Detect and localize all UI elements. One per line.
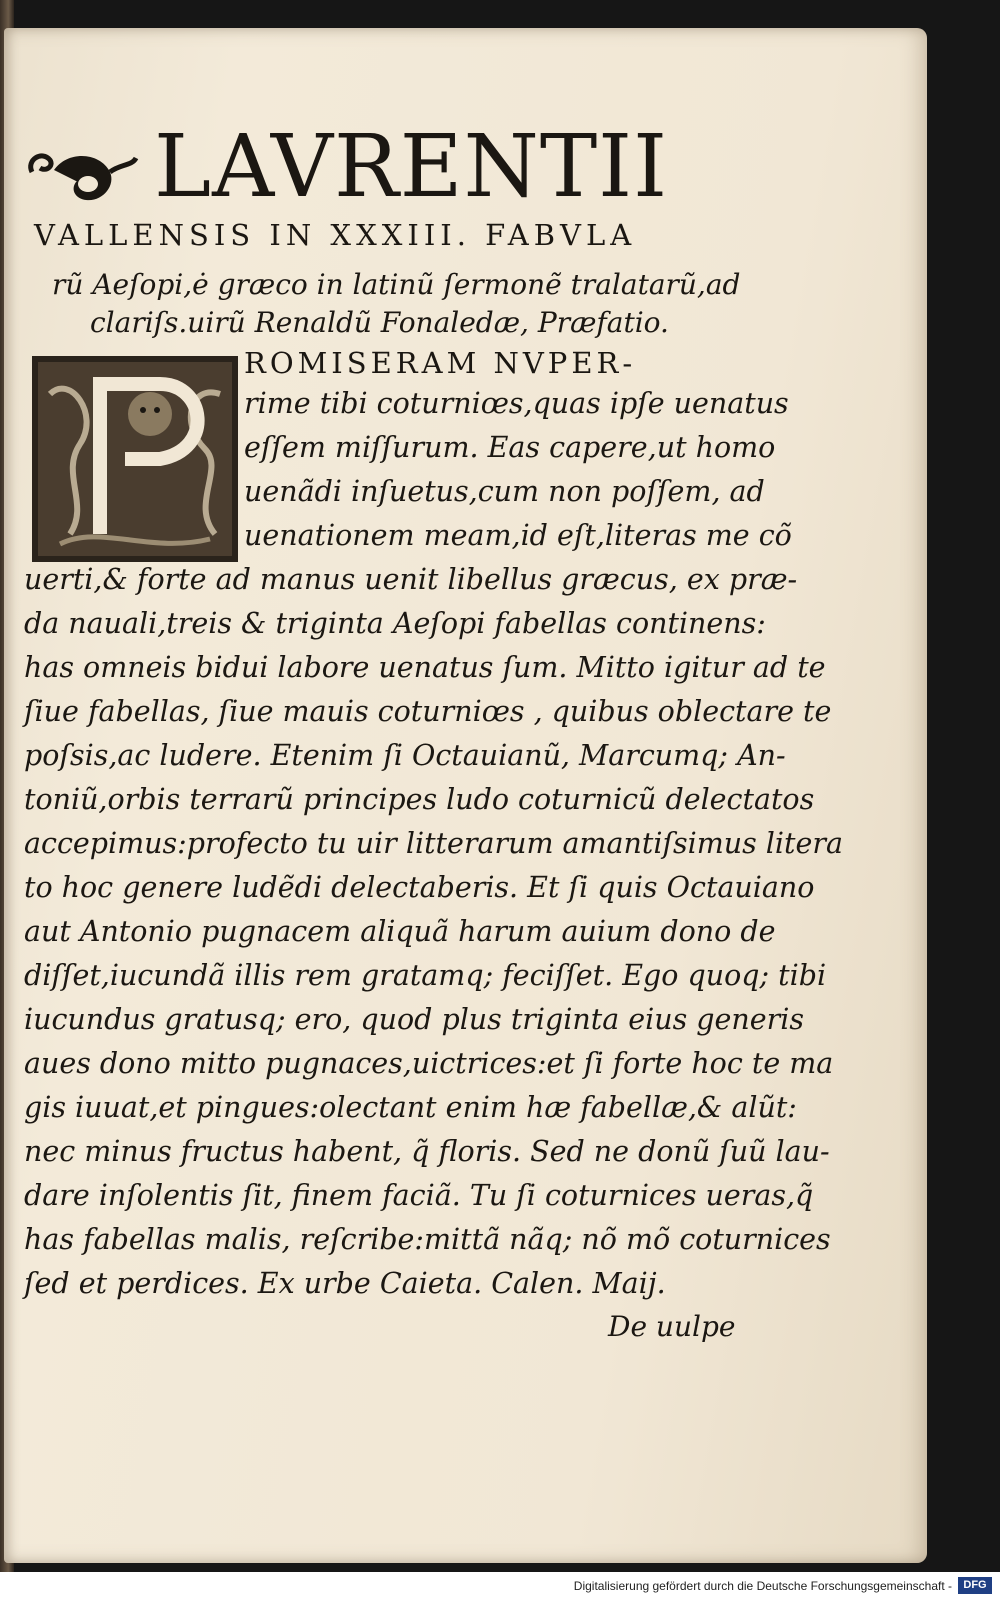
body-line: aut Antonio pugnacem aliquã harum auium dono de xyxy=(24,915,776,948)
body-line: has omneis bidui labore uenatus ſum. Mitto igitur ad te xyxy=(24,651,826,684)
subtitle-line-2: clariſs.uirũ Renaldũ Fonaledæ, Præfatio. xyxy=(90,306,669,339)
title-line-2: VALLENSIS IN XXXIII. FABVLA xyxy=(34,218,637,252)
body-line: to hoc genere ludẽdi delectaberis. Et ſi quis Octauiano xyxy=(24,871,815,904)
footer-bar xyxy=(0,1572,1000,1598)
body-line: dare inſolentis ſit, finem faciã. Tu ſi coturnices ueras,q̃ xyxy=(24,1179,814,1212)
subtitle-line-1: rũ Aeſopi,ė græco in latinũ ſermonẽ tralatarũ,ad xyxy=(52,268,741,301)
body-line: toniũ,orbis terrarũ principes ludo coturnicũ delectatos xyxy=(24,783,815,816)
body-line: ſed et perdices. Ex urbe Caieta. Calen. Maij. xyxy=(24,1267,666,1300)
body-line: accepimus:profecto tu uir litterarum amantiſsimus litera xyxy=(24,827,843,860)
body-line: poſsis,ac ludere. Etenim ſi Octauianũ, Marcumq; An- xyxy=(24,739,786,772)
body-line: rime tibi coturniœs,quas ipſe uenatus xyxy=(244,387,789,420)
initial-letter: P xyxy=(134,554,136,555)
dfg-logo[interactable]: DFG xyxy=(958,1577,992,1594)
body-line: uerti,& forte ad manus uenit libellus græcus, ex præ- xyxy=(24,563,798,596)
book-page xyxy=(4,28,927,1563)
body-line: iucundus gratusq; ero, quod plus triginta eius generis xyxy=(24,1003,804,1036)
fleuron-ornament-icon xyxy=(24,142,142,212)
body-line: uenãdi inſuetus,cum non poſſem, ad xyxy=(244,475,765,508)
body-line: da nauali,treis & triginta Aeſopi fabellas continens: xyxy=(24,607,766,640)
body-line: diſſet,iucundã illis rem gratamq; feciſſet. Ego quoq; tibi xyxy=(24,959,827,992)
body-line: uenationem meam,id eſt,literas me cõ xyxy=(244,519,792,552)
body-line: gis iuuat,et pingues:olectant enim hæ fabellæ,& alũt: xyxy=(24,1091,797,1124)
decorated-initial xyxy=(30,354,240,564)
funding-credit: Digitalisierung gefördert durch die Deutsche Forschungsgemeinschaft - xyxy=(573,1579,952,1593)
body-line: eſſem miſſurum. Eas capere,ut homo xyxy=(244,431,776,464)
body-line: ROMISERAM NVPER- xyxy=(244,346,637,380)
body-line: nec minus fructus habent, q̃ floris. Sed ne donũ ſuũ lau- xyxy=(24,1135,830,1168)
body-line: aues dono mitto pugnaces,uictrices:et ſi forte hoc te ma xyxy=(24,1047,834,1080)
title-line-1: LAVRENTII xyxy=(154,117,669,217)
body-line: has fabellas malis, reſcribe:mittã nãq; nõ mõ coturnices xyxy=(24,1223,831,1256)
body-line: ſiue fabellas, ſiue mauis coturniœs , quibus oblectare te xyxy=(24,695,832,728)
catchword: De uulpe xyxy=(608,1310,736,1343)
